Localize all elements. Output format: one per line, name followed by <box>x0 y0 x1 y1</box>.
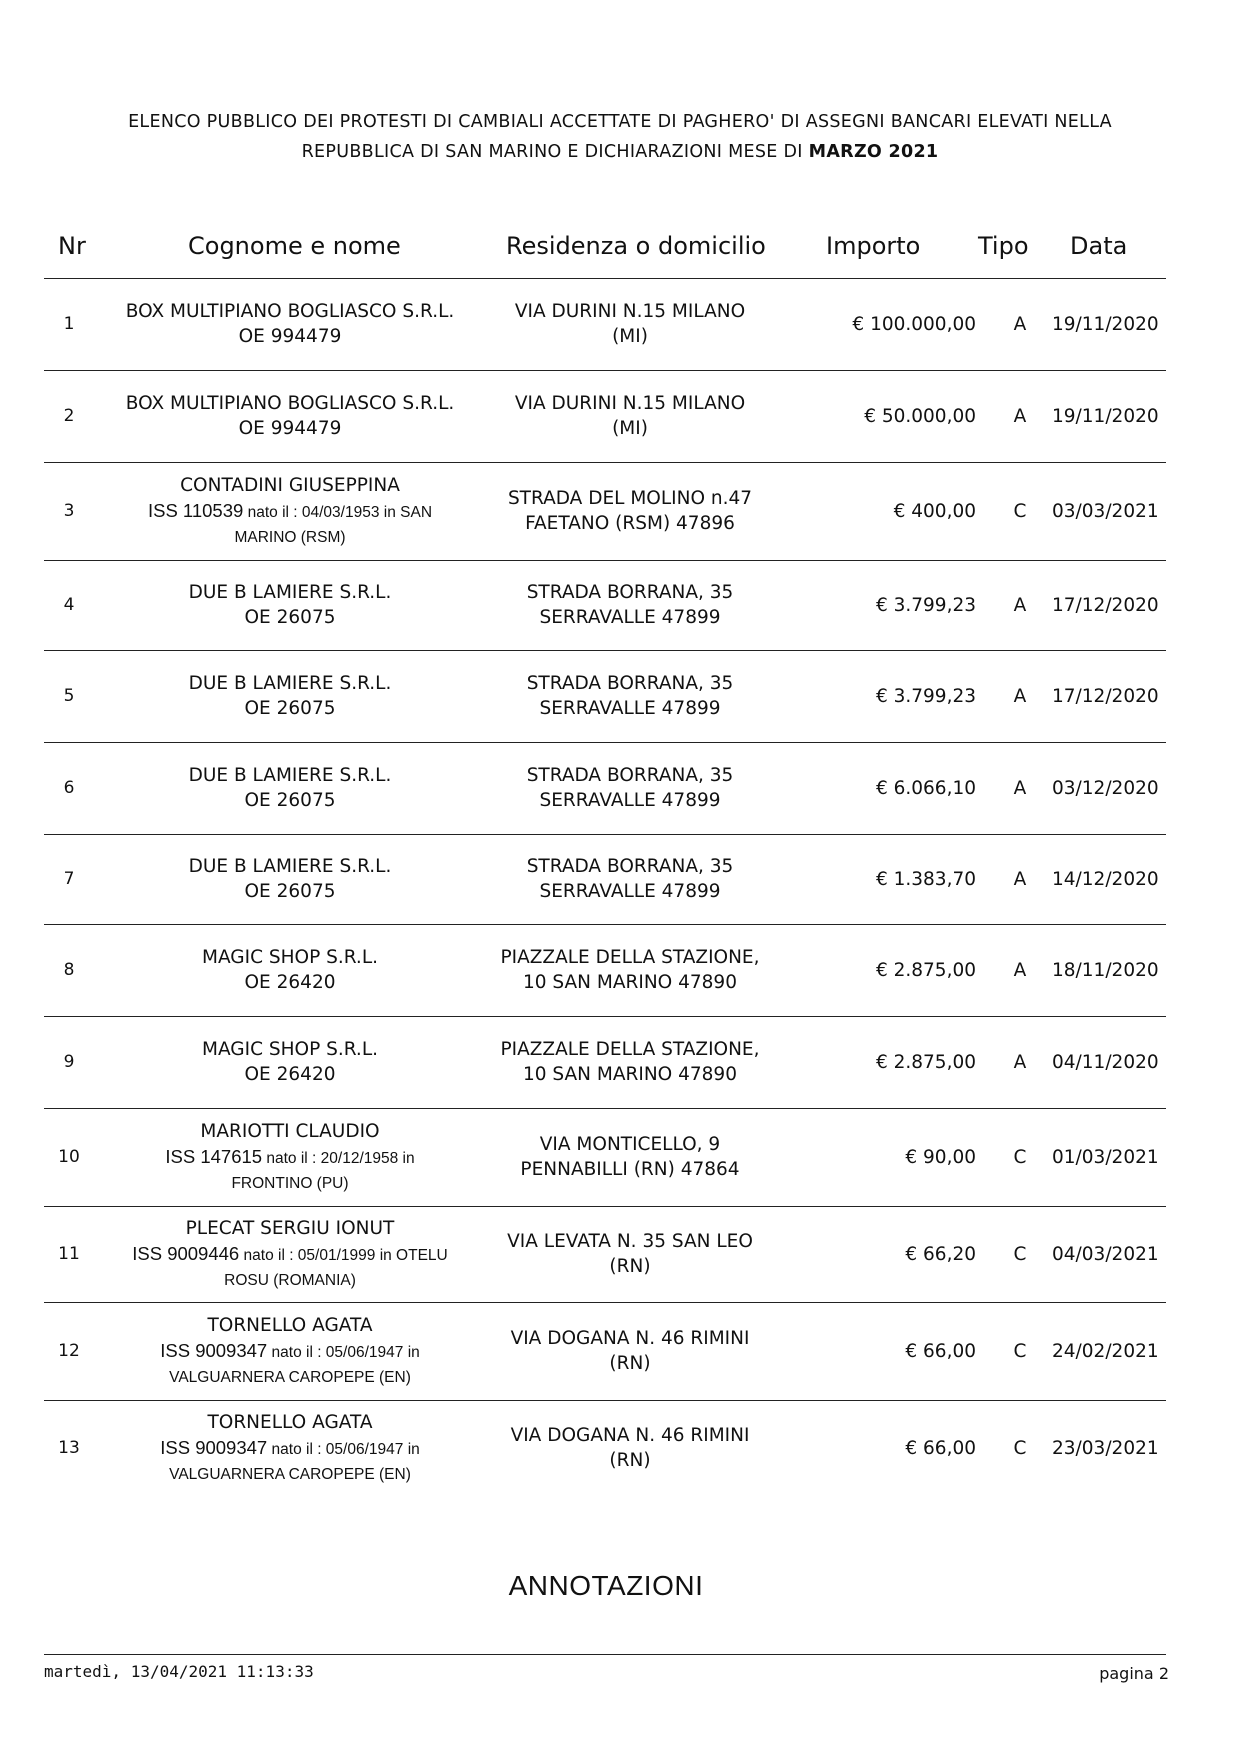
row-number: 9 <box>63 1051 75 1072</box>
header-amount: Importo <box>826 232 921 260</box>
type: A <box>1013 868 1027 890</box>
amount: € 90,00 <box>905 1146 976 1168</box>
amount: € 2.875,00 <box>875 1051 976 1073</box>
residence-line-1: STRADA BORRANA, 35 <box>526 765 734 786</box>
header-type: Tipo <box>978 232 1029 260</box>
name-cell <box>110 1108 470 1206</box>
residence-line-2: 10 SAN MARINO 47890 <box>523 1064 737 1085</box>
date: 14/12/2020 <box>1052 868 1159 890</box>
residence-cell <box>480 1016 780 1108</box>
residence-cell <box>480 834 780 924</box>
birth-detail: nato il : 05/06/1947 in <box>267 1440 420 1458</box>
person-name: DUE B LAMIERE S.R.L. <box>188 673 392 694</box>
name-cell <box>110 560 470 650</box>
table-row <box>0 1108 1239 1206</box>
amount: € 66,00 <box>905 1437 976 1459</box>
type: A <box>1013 959 1027 981</box>
amount-cell <box>780 1400 976 1496</box>
row-number-cell <box>44 462 94 560</box>
footer-divider <box>44 1654 1166 1655</box>
date: 19/11/2020 <box>1052 313 1159 335</box>
residence-line-1: VIA MONTICELLO, 9 <box>539 1134 721 1155</box>
table-row <box>0 834 1239 924</box>
row-number: 13 <box>58 1437 80 1458</box>
date: 04/03/2021 <box>1052 1243 1159 1265</box>
birth-detail: nato il : 05/01/1999 in OTELU <box>239 1246 448 1264</box>
type-cell <box>1000 1400 1040 1496</box>
date: 23/03/2021 <box>1052 1437 1159 1459</box>
date: 24/02/2021 <box>1052 1340 1159 1362</box>
row-number-cell <box>44 370 94 462</box>
person-name: DUE B LAMIERE S.R.L. <box>188 582 392 603</box>
type: C <box>1013 1437 1027 1459</box>
date: 03/03/2021 <box>1052 500 1159 522</box>
residence-line-1: PIAZZALE DELLA STAZIONE, <box>500 947 760 968</box>
footer-timestamp: martedì, 13/04/2021 11:13:33 <box>44 1662 314 1681</box>
type: A <box>1013 313 1027 335</box>
residence-cell <box>480 1108 780 1206</box>
name-cell <box>110 462 470 560</box>
birth-info <box>132 1241 448 1268</box>
date-cell <box>1040 834 1182 924</box>
amount: € 3.799,23 <box>875 594 976 616</box>
title-line-2 <box>40 137 1200 167</box>
person-name: DUE B LAMIERE S.R.L. <box>188 856 392 877</box>
date: 17/12/2020 <box>1052 685 1159 707</box>
residence-line-2: FAETANO (RSM) 47896 <box>525 513 735 534</box>
date: 18/11/2020 <box>1052 959 1159 981</box>
date: 04/11/2020 <box>1052 1051 1159 1073</box>
table-row <box>0 1206 1239 1302</box>
residence-line-1: VIA DOGANA N. 46 RIMINI <box>510 1328 750 1349</box>
residence-line-2: 10 SAN MARINO 47890 <box>523 972 737 993</box>
person-name: TORNELLO AGATA <box>207 1314 373 1336</box>
row-number: 6 <box>63 777 75 798</box>
person-name: MARIOTTI CLAUDIO <box>200 1120 380 1142</box>
row-number-cell <box>44 1302 94 1400</box>
amount: € 6.066,10 <box>875 777 976 799</box>
header-date: Data <box>1070 232 1128 260</box>
birth-place: FRONTINO (PU) <box>231 1174 349 1192</box>
row-number-cell <box>44 1206 94 1302</box>
type: C <box>1013 1146 1027 1168</box>
row-number: 12 <box>58 1340 80 1361</box>
table-row <box>0 1400 1239 1496</box>
residence-line-2: (MI) <box>612 418 648 439</box>
type-cell <box>1000 1206 1040 1302</box>
residence-line-1: VIA LEVATA N. 35 SAN LEO <box>507 1231 753 1252</box>
name-cell <box>110 1302 470 1400</box>
residence-line-2: (MI) <box>612 326 648 347</box>
date-cell <box>1040 924 1182 1016</box>
row-number-cell <box>44 742 94 834</box>
person-name: CONTADINI GIUSEPPINA <box>180 474 400 496</box>
type-cell <box>1000 834 1040 924</box>
document-title <box>40 107 1200 167</box>
residence-cell <box>480 1206 780 1302</box>
date-cell <box>1040 560 1182 650</box>
amount-cell <box>780 1302 976 1400</box>
amount-cell <box>780 560 976 650</box>
person-name: DUE B LAMIERE S.R.L. <box>188 765 392 786</box>
date: 01/03/2021 <box>1052 1146 1159 1168</box>
date-cell <box>1040 370 1182 462</box>
row-number: 10 <box>58 1146 80 1167</box>
amount: € 400,00 <box>893 500 976 522</box>
header-residence: Residenza o domicilio <box>506 232 766 260</box>
residence-line-1: PIAZZALE DELLA STAZIONE, <box>500 1039 760 1060</box>
residence-cell <box>480 370 780 462</box>
name-cell <box>110 1206 470 1302</box>
table-row <box>0 1016 1239 1108</box>
amount-cell <box>780 924 976 1016</box>
table-row <box>0 560 1239 650</box>
row-number-cell <box>44 650 94 742</box>
residence-line-1: VIA DURINI N.15 MILANO <box>514 393 746 414</box>
date: 19/11/2020 <box>1052 405 1159 427</box>
person-name: BOX MULTIPIANO BOGLIASCO S.R.L. <box>125 301 455 322</box>
table-row <box>0 1302 1239 1400</box>
amount: € 3.799,23 <box>875 685 976 707</box>
row-number: 3 <box>63 500 75 521</box>
row-number-cell <box>44 1108 94 1206</box>
name-cell <box>110 650 470 742</box>
title-line-2-text: REPUBBLICA DI SAN MARINO E DICHIARAZIONI MESE DI <box>301 142 809 162</box>
amount-cell <box>780 1016 976 1108</box>
birth-detail: nato il : 05/06/1947 in <box>267 1343 420 1361</box>
table-row <box>0 278 1239 370</box>
residence-cell <box>480 924 780 1016</box>
residence-cell <box>480 278 780 370</box>
title-line-1: ELENCO PUBBLICO DEI PROTESTI DI CAMBIALI ACCETTATE DI PAGHERO' DI ASSEGNI BANCARI ELEVATI NELLA <box>128 112 1112 132</box>
date-cell <box>1040 1016 1182 1108</box>
residence-line-2: PENNABILLI (RN) 47864 <box>520 1159 740 1180</box>
residence-cell <box>480 462 780 560</box>
type-cell <box>1000 560 1040 650</box>
registration-id: ISS 9009347 <box>160 1436 268 1458</box>
birth-detail: nato il : 20/12/1958 in <box>262 1149 415 1167</box>
name-cell <box>110 370 470 462</box>
row-number-cell <box>44 1400 94 1496</box>
amount-cell <box>780 278 976 370</box>
type-cell <box>1000 742 1040 834</box>
registration-id: OE 994479 <box>238 418 342 439</box>
amount: € 66,20 <box>905 1243 976 1265</box>
residence-cell <box>480 650 780 742</box>
person-name: BOX MULTIPIANO BOGLIASCO S.R.L. <box>125 393 455 414</box>
date-cell <box>1040 462 1182 560</box>
registration-id: OE 26420 <box>244 972 336 993</box>
type-cell <box>1000 650 1040 742</box>
date-cell <box>1040 742 1182 834</box>
birth-place: MARINO (RSM) <box>234 528 346 546</box>
row-number: 4 <box>63 594 75 615</box>
amount-cell <box>780 370 976 462</box>
name-cell <box>110 1400 470 1496</box>
type-cell <box>1000 1108 1040 1206</box>
name-cell <box>110 924 470 1016</box>
type-cell <box>1000 1016 1040 1108</box>
residence-line-2: SERRAVALLE 47899 <box>539 790 721 811</box>
residence-line-1: STRADA BORRANA, 35 <box>526 673 734 694</box>
registration-id: OE 26420 <box>244 1064 336 1085</box>
residence-cell <box>480 1302 780 1400</box>
amount-cell <box>780 834 976 924</box>
type-cell <box>1000 924 1040 1016</box>
table-row <box>0 650 1239 742</box>
amount: € 66,00 <box>905 1340 976 1362</box>
annotations-heading: ANNOTAZIONI <box>508 1570 704 1601</box>
amount: € 2.875,00 <box>875 959 976 981</box>
residence-line-1: STRADA BORRANA, 35 <box>526 582 734 603</box>
row-number-cell <box>44 560 94 650</box>
residence-cell <box>480 560 780 650</box>
birth-place: VALGUARNERA CAROPEPE (EN) <box>169 1465 411 1483</box>
person-name: MAGIC SHOP S.R.L. <box>201 1039 379 1060</box>
date-cell <box>1040 650 1182 742</box>
registration-id: OE 994479 <box>238 326 342 347</box>
registration-id: OE 26075 <box>244 698 336 719</box>
footer-page-number: pagina 2 <box>1099 1664 1169 1683</box>
row-number-cell <box>44 1016 94 1108</box>
type: A <box>1013 1051 1027 1073</box>
amount-cell <box>780 1206 976 1302</box>
birth-detail: nato il : 04/03/1953 in SAN <box>243 503 433 521</box>
type: C <box>1013 1243 1027 1265</box>
residence-line-2: SERRAVALLE 47899 <box>539 881 721 902</box>
amount-cell <box>780 650 976 742</box>
type: C <box>1013 500 1027 522</box>
birth-place: ROSU (ROMANIA) <box>224 1271 356 1289</box>
registration-id: ISS 147615 <box>165 1145 263 1167</box>
type-cell <box>1000 370 1040 462</box>
date-cell <box>1040 1108 1182 1206</box>
residence-cell <box>480 742 780 834</box>
row-number: 5 <box>63 685 75 706</box>
row-number: 1 <box>63 313 75 334</box>
header-nr: Nr <box>58 232 86 260</box>
table-row <box>0 742 1239 834</box>
name-cell <box>110 742 470 834</box>
type: C <box>1013 1340 1027 1362</box>
date-cell <box>1040 1206 1182 1302</box>
name-cell <box>110 1016 470 1108</box>
type-cell <box>1000 278 1040 370</box>
residence-line-1: VIA DURINI N.15 MILANO <box>514 301 746 322</box>
registration-id: ISS 110539 <box>147 499 244 521</box>
date-cell <box>1040 278 1182 370</box>
table-row <box>0 370 1239 462</box>
row-number: 11 <box>58 1243 80 1264</box>
birth-info <box>165 1144 414 1171</box>
registration-id: OE 26075 <box>244 881 336 902</box>
residence-line-1: STRADA DEL MOLINO n.47 <box>507 488 753 509</box>
registration-id: ISS 9009347 <box>160 1339 268 1361</box>
type: A <box>1013 685 1027 707</box>
amount: € 100.000,00 <box>852 313 976 335</box>
date: 03/12/2020 <box>1052 777 1159 799</box>
residence-line-2: (RN) <box>609 1450 651 1471</box>
birth-place: VALGUARNERA CAROPEPE (EN) <box>169 1368 411 1386</box>
person-name: TORNELLO AGATA <box>207 1411 373 1433</box>
registration-id: OE 26075 <box>244 790 336 811</box>
type-cell <box>1000 1302 1040 1400</box>
residence-line-1: STRADA BORRANA, 35 <box>526 856 734 877</box>
table-row <box>0 924 1239 1016</box>
amount-cell <box>780 1108 976 1206</box>
residence-line-2: (RN) <box>609 1256 651 1277</box>
residence-line-1: VIA DOGANA N. 46 RIMINI <box>510 1425 750 1446</box>
amount-cell <box>780 742 976 834</box>
registration-id: OE 26075 <box>244 607 336 628</box>
row-number-cell <box>44 278 94 370</box>
row-number-cell <box>44 924 94 1016</box>
table-row <box>0 462 1239 560</box>
header-name: Cognome e nome <box>188 232 401 260</box>
name-cell <box>110 834 470 924</box>
type: A <box>1013 594 1027 616</box>
residence-line-2: SERRAVALLE 47899 <box>539 607 721 628</box>
person-name: MAGIC SHOP S.R.L. <box>201 947 379 968</box>
residence-line-2: (RN) <box>609 1353 651 1374</box>
date-cell <box>1040 1302 1182 1400</box>
type-cell <box>1000 462 1040 560</box>
amount-cell <box>780 462 976 560</box>
birth-info <box>160 1435 420 1462</box>
row-number: 8 <box>63 959 75 980</box>
row-number: 2 <box>63 405 75 426</box>
birth-info <box>148 498 432 525</box>
row-number: 7 <box>63 868 75 889</box>
date-cell <box>1040 1400 1182 1496</box>
amount: € 1.383,70 <box>875 868 976 890</box>
title-month: MARZO 2021 <box>808 142 939 162</box>
residence-cell <box>480 1400 780 1496</box>
birth-info <box>160 1338 420 1365</box>
type: A <box>1013 777 1027 799</box>
amount: € 50.000,00 <box>864 405 976 427</box>
date: 17/12/2020 <box>1052 594 1159 616</box>
person-name: PLECAT SERGIU IONUT <box>185 1217 395 1239</box>
row-number-cell <box>44 834 94 924</box>
registration-id: ISS 9009446 <box>132 1242 240 1264</box>
residence-line-2: SERRAVALLE 47899 <box>539 698 721 719</box>
name-cell <box>110 278 470 370</box>
type: A <box>1013 405 1027 427</box>
